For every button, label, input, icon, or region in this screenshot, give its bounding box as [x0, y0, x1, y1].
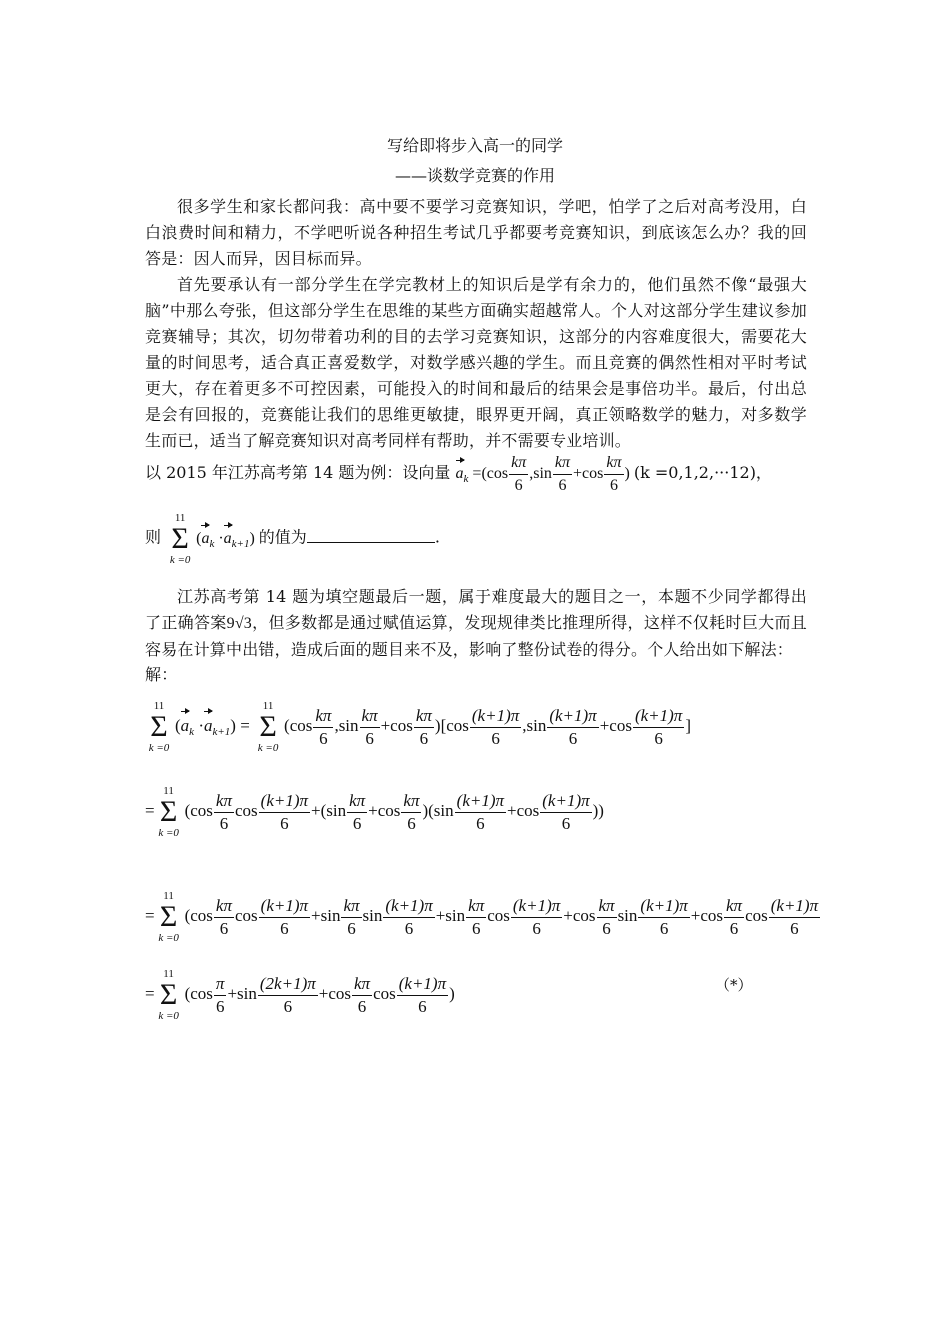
- question-prefix: 则: [145, 527, 162, 547]
- paragraph-2: 首先要承认有一部分学生在学完教材上的知识后是学有余力的，他们虽然不像“最强大脑”中那么夸张，但这部分学生在思维的某些方面确实超越常人。个人对这部分学生建议参加竞赛辅导；其次，切勿带着功利的目的去学习竞赛知识，这部分的内容难度很大，需要花大量的时间思考，适合真正喜爱数学，对数学感兴趣的学生。而且竞赛的偶然性相对平时考试更大，存在着更多不可控因素，可能投入的时间和最后的结果会是事倍功半。最后，付出总是会有回报的，竞赛能让我们的思维更敏捷，眼界更开阔，真正领略数学的魅力，对多数学生而已，适当了解竞赛知识对高考同样有帮助，并不需要专业培训。: [145, 275, 807, 450]
- question-sum-expression: 11 Σ k =0 $(a_k \cdot a_{k+1})$: [169, 512, 259, 566]
- vector-a-k-definition: $a_k =(\cos$ $\frac{k\pi}{6}$ ,sin $\frac{k\pi}{6}$ +cos $\frac{k\pi}{6}$ ): [455, 454, 634, 494]
- solution-label: 解：: [145, 665, 178, 684]
- doc-title: 写给即将步入高一的同学: [386, 136, 563, 155]
- example-line: [145, 452, 772, 497]
- solution-line-2: = 11 Σ k =0 (cos $\frac{k\pi}{6}$ cos $\frac{(k+1)\pi}{6}$ +(sin $\frac{k\pi}{6}$ +cos $\frac{k\pi}{6}$ )(sin $\frac{(k+1)\pi}{6}$ +cos $\frac{(k+1)\pi}{6}$ )): [145, 785, 604, 839]
- example-range: (k =0,1,2,···12)，: [633, 463, 772, 483]
- answer-blank: [307, 526, 435, 543]
- paragraph-3-part-b: ，但多数都是通过赋值运算，发现规律类比推理所得，这样不仅耗时巨大而且容易在计算中出错，造成后面的题目来不及，影响了整份试卷的得分。个人给出如下解法：: [145, 613, 807, 659]
- equation-marker: （*）: [715, 976, 753, 994]
- doc-subtitle: ——谈数学竞赛的作用: [394, 166, 555, 185]
- paragraph-3: [145, 584, 807, 663]
- example-prefix: 以 2015 年江苏高考第 14 题为例：设向量: [145, 463, 451, 483]
- solution-line-3: = 11 Σ k =0 (cos $\frac{k\pi}{6}$ cos $\frac{(k+1)\pi}{6}$ +sin $\frac{k\pi}{6}$ sin $\frac{(k+1)\pi}{6}$ +sin $\frac{k\pi}{6}$ cos $\frac{(k+1)\pi}{6}$ +cos $\frac{k\pi}{6}$ sin $\frac{(k+1)\pi}{6}$ +cos $\frac{k\pi}{6}$ cos $\frac{(k+1)\pi}{6}$: [145, 890, 819, 944]
- paragraph-3-part-a: 江苏高考第 14 题为填空题最后一题，属于难度最大的题目之一，本题不少同学都得出了正确答案: [145, 587, 807, 632]
- question-line: [145, 512, 440, 566]
- solution-line-4: = 11 Σ k =0 (cos $\frac{\pi}{6}$ +sin $\frac{(2k+1)\pi}{6}$ +cos $\frac{k\pi}{6}$ cos $\frac{(k+1)\pi}{6}$ ): [145, 968, 455, 1022]
- question-end: .: [434, 527, 440, 547]
- paragraph-1: 很多学生和家长都问我：高中要不要学习竞赛知识，学吧，怕学了之后对高考没用，白白浪费时间和精力，不学吧听说各种招生考试几乎都要考竞赛知识，到底该怎么办？我的回答是：因人而异，因目标而异。: [145, 197, 807, 268]
- answer-value: 9√3: [226, 615, 253, 632]
- question-suffix: 的值为: [258, 527, 307, 547]
- solution-line-1: 11 Σ k =0 $(a_k \cdot a_{k+1})$ = 11 Σ k =0 (cos $\frac{k\pi}{6}$ ,sin $\frac{k\pi}{6}$ +cos $\frac{k\pi}{6}$ )[cos $\frac{(k+1)\pi}{6}$ ,sin $\frac{(k+1)\pi}{6}$ +cos $\frac{(k+1)\pi}{6}$ ]: [148, 700, 691, 754]
